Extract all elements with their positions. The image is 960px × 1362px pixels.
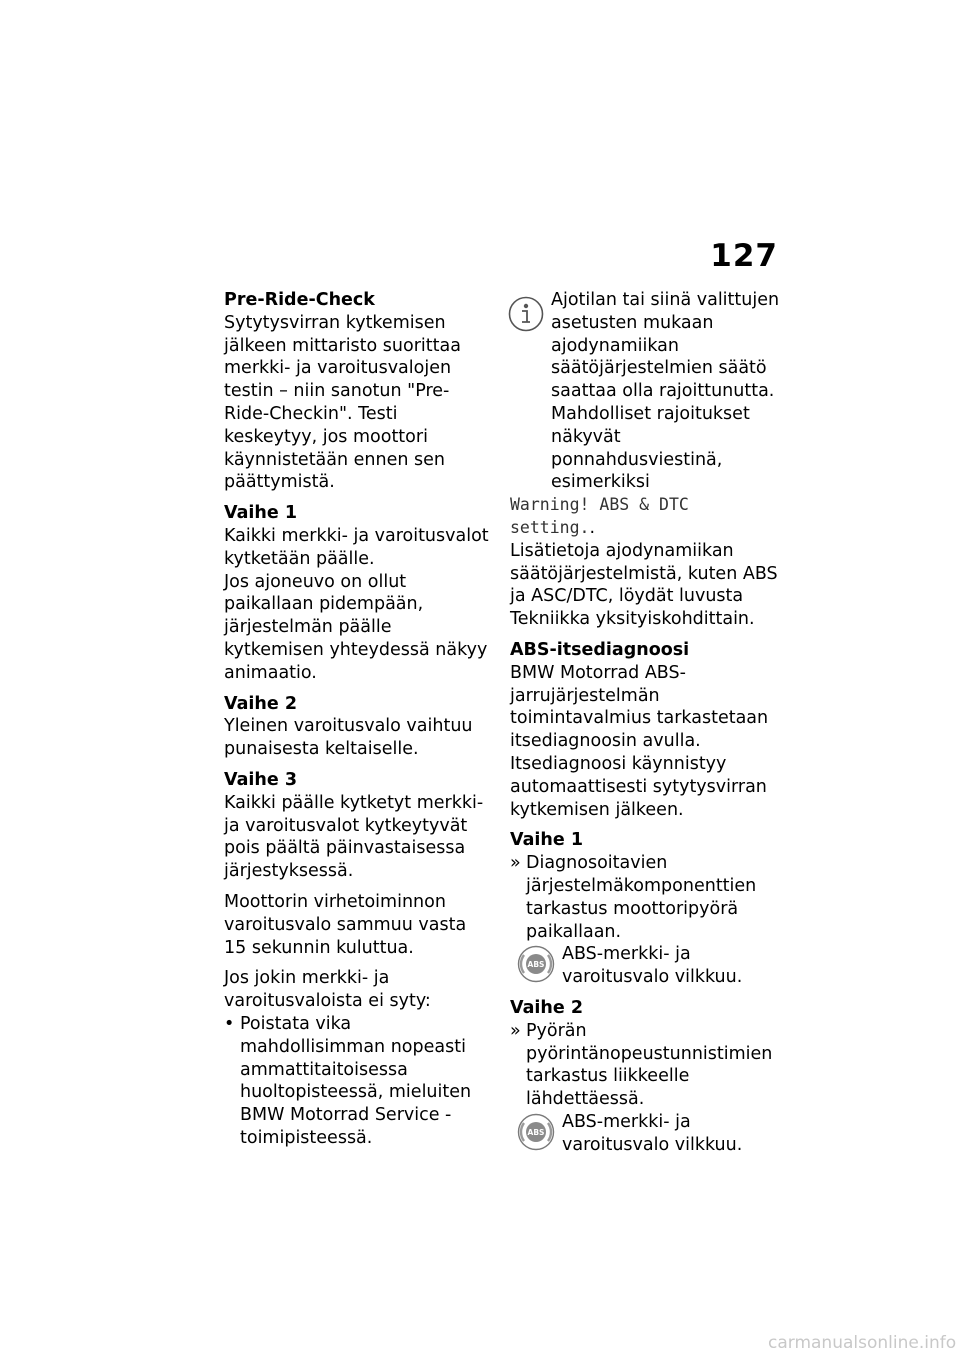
info-text-2: Lisätietoja ajodynamiikan säätöjärjestelmistä, kuten ABS ja ASC/DTC, löydät luvusta Tekniikka yksityiskohdittain.: [510, 540, 778, 630]
light-failure-note: Jos jokin merkki- ja varoitusvaloista ei syty:: [224, 968, 431, 1012]
step-3-title: Vaihe 3: [224, 769, 297, 790]
step-1-text: Kaikki merkki- ja varoitusvalot kytketään päälle.: [224, 525, 489, 569]
arrow-mark: »: [510, 1020, 521, 1041]
abs-step-2-title: Vaihe 2: [510, 997, 583, 1018]
abs-indicator-row: [520, 1111, 782, 1157]
info-code-line: [510, 494, 782, 540]
abs-icon-label: ABS: [527, 1127, 545, 1137]
step-1-title: Vaihe 1: [224, 503, 297, 524]
abs-text-2: Itsediagnoosi käynnistyy automaattisesti sytytysvirran kytkemisen jälkeen.: [510, 753, 767, 820]
bullet-mark: •: [224, 1013, 235, 1034]
pre-ride-check-text: Sytytysvirran kytkemisen jälkeen mittaristo suorittaa merkki- ja varoitusvalojen testin – niin sanotun "Pre-Ride-Checkin". Testi keskeytyy, jos moottori käynnistetään ennen sen päättymistä.: [224, 312, 461, 493]
page-number: 127: [710, 238, 778, 274]
abs-warning-icon: [517, 945, 555, 990]
abs-step-1-title: Vaihe 1: [510, 830, 583, 851]
info-text: Ajotilan tai siinä valittujen asetusten mukaan ajodynamiikan säätöjärjestelmien säätö saattaa olla rajoittunutta. Mahdolliset rajoitukset näkyvät ponnahdusviestinä, esimerkiksi: [551, 290, 780, 493]
section-title-abs: ABS-itsediagnoosi: [510, 639, 690, 660]
abs-step-2-indicator: ABS-merkki- ja varoitusvalo vilkkuu.: [562, 1111, 743, 1155]
warning-light-note: Moottorin virhetoiminnon varoitusvalo sammuu vasta 15 sekunnin kuluttua.: [224, 891, 467, 958]
list-item: [510, 852, 782, 943]
abs-warning-icon: [517, 1113, 555, 1158]
step-2-text: Yleinen varoitusvalo vaihtuu punaisesta keltaiselle.: [224, 716, 473, 760]
abs-text-1: BMW Motorrad ABS-jarrujärjestelmän toimintavalmius tarkastetaan itsediagnoosin avulla.: [510, 662, 769, 752]
info-code-after: .: [589, 517, 596, 538]
right-column: [510, 289, 782, 1156]
bullet-text: Poistata vika mahdollisimman nopeasti ammattitaitoisessa huoltopisteessä, mieluiten BMW Motorrad Service -toimipisteessä.: [240, 1013, 472, 1148]
list-item: [510, 1020, 782, 1111]
list-item: [224, 1013, 492, 1150]
abs-step-1-indicator: ABS-merkki- ja varoitusvalo vilkkuu.: [562, 944, 743, 988]
abs-step-2-text: Pyörän pyörintänopeustunnistimien tarkastus liikkeelle lähdettäessä.: [526, 1020, 773, 1110]
arrow-mark: »: [510, 853, 521, 874]
step-1-text-2: Jos ajoneuvo on ollut paikallaan pidempään, järjestelmän päälle kytkemisen yhteydessä näkyy animaatio.: [224, 571, 488, 683]
info-icon: [508, 296, 544, 339]
section-title-pre-ride-check: Pre-Ride-Check: [224, 290, 375, 310]
abs-step-1-text: Diagnosoitavien järjestelmäkomponenttien tarkastus moottoripyörä paikallaan.: [526, 853, 757, 942]
step-2-title: Vaihe 2: [224, 693, 297, 714]
abs-icon-label: ABS: [527, 960, 545, 970]
left-column: [224, 289, 492, 1150]
info-note: [510, 289, 782, 494]
watermark-footer: carmanualsonline.info: [768, 1333, 957, 1353]
step-3-text: Kaikki päälle kytketyt merkki- ja varoitusvalot kytkeytyvät pois päältä päinvastaisessa järjestyksessä.: [224, 792, 484, 882]
info-code: Warning! ABS & DTC setting.: [510, 495, 689, 537]
abs-indicator-row: [520, 943, 782, 989]
